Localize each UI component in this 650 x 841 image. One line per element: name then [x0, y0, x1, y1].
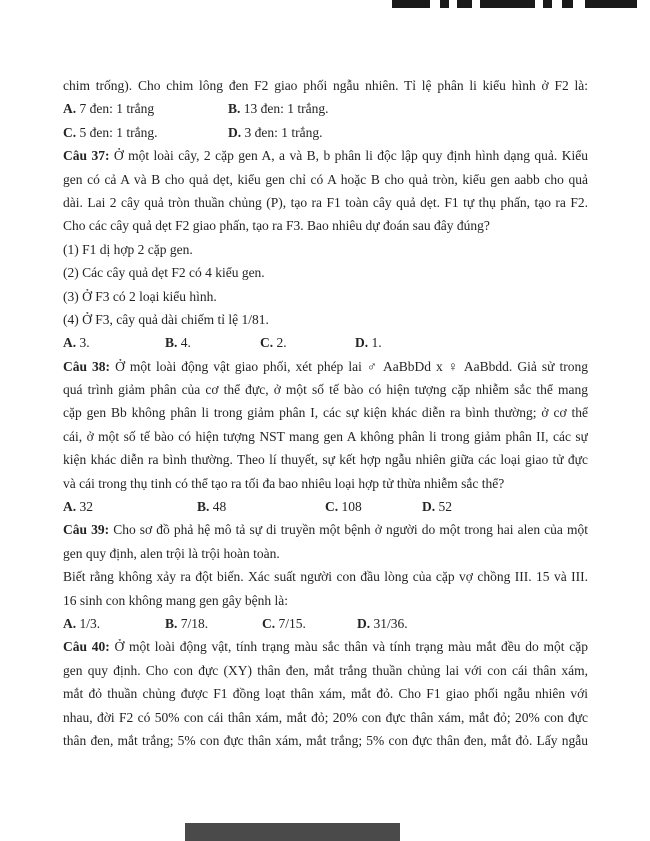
- text-line: [63, 425, 588, 448]
- option-text: 7/15.: [275, 615, 306, 631]
- text-segment: nhau, đời F2 có 50% con cái thân xám, mắt đỏ; 20% con đực thân xám, mắt đỏ; 20% con đực: [63, 709, 588, 725]
- option-text: 3.: [76, 335, 90, 351]
- option-text: 7/18.: [177, 615, 209, 631]
- answer-options-row: [63, 331, 588, 354]
- answer-option: [197, 495, 325, 518]
- text-segment: gen có cả A và B cho quả dẹt, kiểu gen chỉ có A hoặc B cho quả tròn, kiểu gen aabb cho quả: [63, 171, 588, 187]
- option-label: C.: [260, 335, 274, 351]
- option-text: 13 đen: 1 trắng.: [240, 101, 329, 117]
- text-line: [63, 144, 588, 167]
- option-label: B.: [165, 335, 178, 351]
- option-label: B.: [228, 101, 241, 117]
- question-number-label: Câu 39:: [63, 522, 110, 538]
- top-crop-bar-segment: [543, 0, 552, 8]
- option-label: B.: [197, 499, 210, 515]
- answer-option: [262, 612, 357, 635]
- text-segment: (3) Ở F3 có 2 loại kiểu hình.: [63, 288, 217, 304]
- text-line: [63, 308, 588, 331]
- question-number-label: Câu 37:: [63, 148, 110, 164]
- top-crop-bar-segment: [562, 0, 573, 8]
- answer-options-row: [63, 495, 588, 518]
- answer-option: [355, 331, 382, 354]
- text-line: [63, 168, 588, 191]
- text-segment: 16 sinh con không mang gen gây bệnh là:: [63, 592, 288, 608]
- answer-options-row: [63, 97, 588, 120]
- option-label: A.: [63, 615, 77, 631]
- option-text: 4.: [177, 335, 191, 351]
- text-segment: Ở một loài động vật giao phối, xét phép lai ♂ AaBbDd x ♀ AaBbdd. Giả sử trong: [110, 358, 588, 374]
- answer-option: [325, 495, 422, 518]
- text-line: [63, 214, 588, 237]
- option-label: A.: [63, 101, 77, 117]
- answer-option: [228, 121, 322, 144]
- answer-option: [165, 331, 260, 354]
- text-segment: thân đen, mắt trắng; 5% con đực thân xám, mắt trắng; 5% con đực thân đen, mắt đỏ. Lấy ngẫu: [63, 732, 588, 748]
- option-label: B.: [165, 615, 178, 631]
- exam-document-body: [63, 74, 588, 752]
- top-crop-bar-segment: [440, 0, 449, 8]
- text-segment: Ở một loài động vật, tính trạng màu sắc thân và tính trạng màu mắt đều do một cặp: [109, 639, 588, 655]
- answer-options-row: [63, 121, 588, 144]
- text-segment: dài. Lai 2 cây quả tròn thuần chủng (P), tạo ra F1 toàn cây quả dẹt. F1 tự thụ phấn, tạo ra F2.: [63, 194, 588, 210]
- text-line: [63, 355, 588, 378]
- answer-option: [63, 121, 228, 144]
- text-segment: gen quy định, alen trội là trội hoàn toàn.: [63, 545, 280, 561]
- text-segment: (4) Ở F3, cây quả dài chiếm tỉ lệ 1/81.: [63, 311, 269, 327]
- option-text: 7 đen: 1 trắng: [76, 101, 155, 117]
- text-line: [63, 378, 588, 401]
- text-segment: kiện khác diễn ra bình thường. Theo lí thuyết, sự kết hợp ngẫu nhiên giữa các loại giao tử đực: [63, 452, 588, 468]
- option-label: D.: [228, 124, 242, 140]
- text-segment: và cái trong thụ tinh có thể tạo ra tối đa bao nhiêu loại hợp tử thừa nhiễm sắc thể?: [63, 475, 505, 491]
- text-segment: cặp gen Bb không phân li trong giảm phân I, các sự kiện khác diễn ra bình thường; ở cơ thể: [63, 405, 588, 421]
- text-segment: Biết rằng không xảy ra đột biến. Xác suất người con đầu lòng của cặp vợ chồng III. 15 và III.: [63, 569, 588, 585]
- option-text: 48: [209, 499, 227, 515]
- text-segment: Cho sơ đồ phả hệ mô tả sự di truyền một bệnh ở người do một trong hai alen của một: [109, 522, 588, 538]
- text-segment: Cho các cây quả dẹt F2 giao phấn, tạo ra F3. Bao nhiêu dự đoán sau đây đúng?: [63, 218, 490, 234]
- question-number-label: Câu 38:: [63, 358, 111, 374]
- top-crop-bar-segment: [480, 0, 535, 8]
- answer-option: [228, 97, 329, 120]
- text-line: [63, 472, 588, 495]
- answer-option: [63, 495, 197, 518]
- text-segment: Ở một loài cây, 2 cặp gen A, a và B, b phân li độc lập quy định hình dạng quả. Kiểu: [109, 148, 588, 164]
- answer-options-row: [63, 612, 588, 635]
- option-text: 52: [435, 499, 452, 515]
- text-segment: cái, ở một số tế bào có hiện tượng NST mang gen A không phân li trong giảm phân II, các sự: [63, 428, 588, 444]
- bottom-crop-bar: [185, 823, 400, 841]
- text-line: [63, 518, 588, 541]
- option-label: C.: [325, 499, 339, 515]
- text-segment: (1) F1 dị hợp 2 cặp gen.: [63, 241, 193, 257]
- text-line: [63, 285, 588, 308]
- answer-option: [63, 331, 165, 354]
- option-text: 32: [76, 499, 93, 515]
- text-line: [63, 74, 588, 97]
- text-segment: quá trình giảm phân của cơ thể đực, ở một số tế bào có hiện tượng cặp nhiễm sắc thể mang: [63, 382, 588, 398]
- option-text: 108: [338, 499, 362, 515]
- text-line: [63, 448, 588, 471]
- option-label: C.: [63, 124, 77, 140]
- answer-option: [165, 612, 262, 635]
- text-line: [63, 635, 588, 658]
- answer-option: [422, 495, 452, 518]
- text-line: [63, 729, 588, 752]
- option-label: D.: [355, 335, 369, 351]
- text-line: [63, 238, 588, 261]
- option-text: 31/36.: [370, 615, 408, 631]
- option-text: 5 đen: 1 trắng.: [76, 124, 158, 140]
- text-line: [63, 261, 588, 284]
- top-crop-bar-segment: [392, 0, 430, 8]
- option-text: 1/3.: [76, 615, 101, 631]
- text-line: [63, 659, 588, 682]
- option-label: A.: [63, 335, 77, 351]
- question-number-label: Câu 40:: [63, 639, 110, 655]
- text-line: [63, 682, 588, 705]
- option-label: C.: [262, 615, 276, 631]
- top-crop-bar-segment: [457, 0, 472, 8]
- text-segment: chim trống). Cho chim lông đen F2 giao phối ngẫu nhiên. Tỉ lệ phân li kiểu hình ở F2 là:: [63, 78, 588, 93]
- option-label: D.: [357, 615, 371, 631]
- option-label: A.: [63, 499, 77, 515]
- answer-option: [260, 331, 355, 354]
- text-segment: mắt đỏ thuần chủng được F1 đồng loạt thân xám, mắt đỏ. Cho F1 giao phối ngẫu nhiên với: [63, 686, 588, 702]
- answer-option: [63, 97, 228, 120]
- text-line: [63, 401, 588, 424]
- text-line: [63, 191, 588, 214]
- answer-option: [63, 612, 165, 635]
- option-text: 3 đen: 1 trắng.: [241, 124, 323, 140]
- text-line: [63, 542, 588, 565]
- option-text: 1.: [368, 335, 382, 351]
- top-crop-bar-segment: [585, 0, 637, 8]
- text-line: [63, 706, 588, 729]
- text-line: [63, 565, 588, 588]
- option-label: D.: [422, 499, 436, 515]
- option-text: 2.: [273, 335, 287, 351]
- answer-option: [357, 612, 408, 635]
- text-segment: gen quy định. Cho con đực (XY) thân đen, mắt trắng thuần chủng lai với con cái thân xám,: [63, 662, 588, 678]
- text-segment: (2) Các cây quả dẹt F2 có 4 kiểu gen.: [63, 265, 265, 281]
- text-line: [63, 589, 588, 612]
